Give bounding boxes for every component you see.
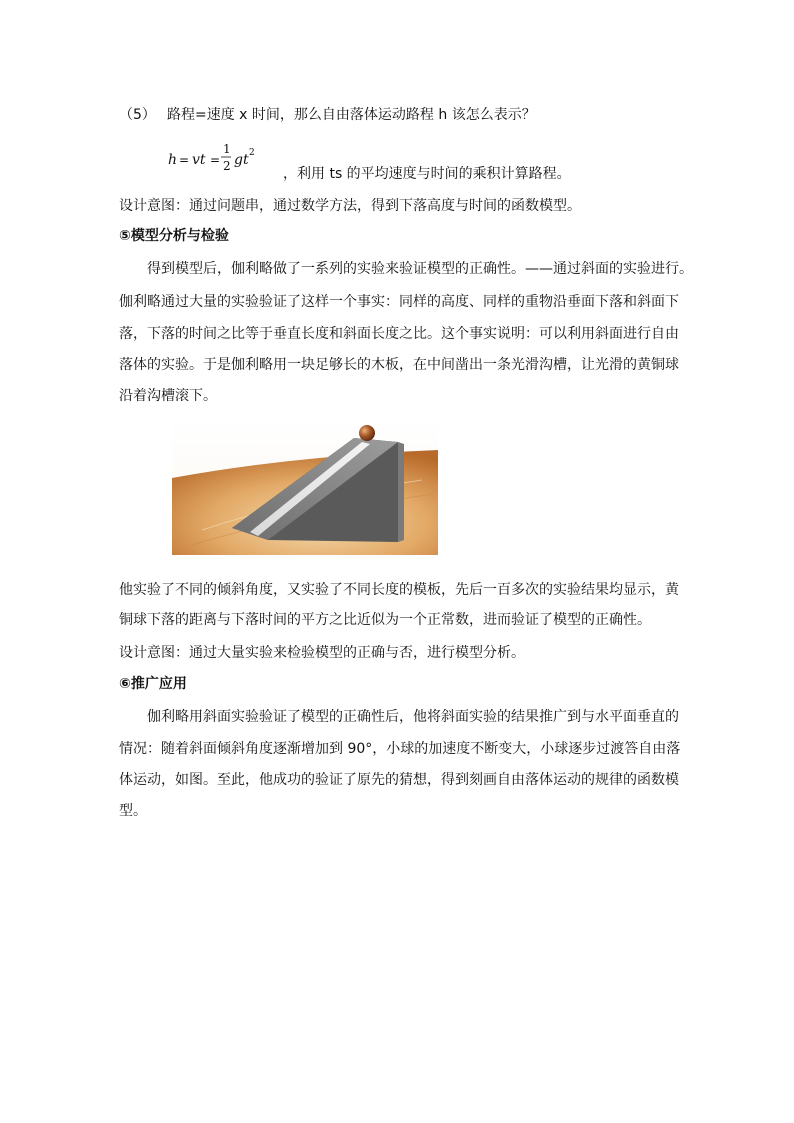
section-5-line: 得到模型后，伽利略做了一系列的实验来验证模型的正确性。——通过斜面的实验进行。 <box>147 261 693 277</box>
formula-eq2: = <box>210 153 221 167</box>
section-6-title: ⑥推广应用 <box>119 676 187 692</box>
free-fall-formula <box>168 136 280 176</box>
formula-exponent: 2 <box>249 148 255 158</box>
after-figure-line: 他实验了不同的倾斜角度，又实验了不同长度的模板，先后一百多次的实验结果均显示，黄 <box>119 582 679 598</box>
formula-denominator: 2 <box>223 159 231 173</box>
formula-h: h <box>168 152 178 168</box>
question-number: （5） <box>119 107 156 123</box>
formula-gt: gt <box>234 152 249 168</box>
section-6-line: 体运动，如图。至此，他成功的验证了原先的猜想，得到刻画自由落体运动的规律的函数模 <box>119 772 679 788</box>
section-6-line: 伽利略用斜面实验验证了模型的正确性后，他将斜面实验的结果推广到与水平面垂直的 <box>147 709 679 725</box>
ramp-edge <box>398 442 404 542</box>
formula-numerator: 1 <box>223 142 231 156</box>
formula-vt: vt <box>192 152 206 168</box>
section-5-line: 伽利略通过大量的实验验证了这样一个事实：同样的高度、同样的重物沿垂面下落和斜面下 <box>119 294 679 310</box>
section-5-title: ⑤模型分析与检验 <box>119 228 229 244</box>
inclined-plane-illustration <box>172 420 438 555</box>
formula-note: ，利用 ts 的平均速度与时间的乘积计算路程。 <box>283 166 571 182</box>
section-6-line: 情况：随着斜面倾斜角度逐渐增加到 90°，小球的加速度不断变大，小球逐步过渡答自由落 <box>119 741 681 757</box>
design-intent-2: 设计意图：通过大量实验来检验模型的正确与否，进行模型分析。 <box>119 645 525 661</box>
section-5-line: 沿着沟槽滚下。 <box>119 388 217 404</box>
section-5-line: 落体的实验。于是伽利略用一块足够长的木板，在中间凿出一条光滑沟槽，让光滑的黄铜球 <box>119 357 679 373</box>
formula-eq1: = <box>179 153 190 167</box>
section-5-line: 落，下落的时间之比等于垂直长度和斜面长度之比。这个事实说明：可以利用斜面进行自由 <box>119 326 679 342</box>
section-6-line: 型。 <box>119 803 147 819</box>
question-text: 路程=速度 x 时间，那么自由落体运动路程 h 该怎么表示？ <box>167 107 536 123</box>
after-figure-line: 铜球下落的距离与下落时间的平方之比近似为一个正常数，进而验证了模型的正确性。 <box>119 612 651 628</box>
brass-ball <box>359 425 375 441</box>
design-intent-1: 设计意图：通过问题串，通过数学方法，得到下落高度与时间的函数模型。 <box>119 198 581 214</box>
